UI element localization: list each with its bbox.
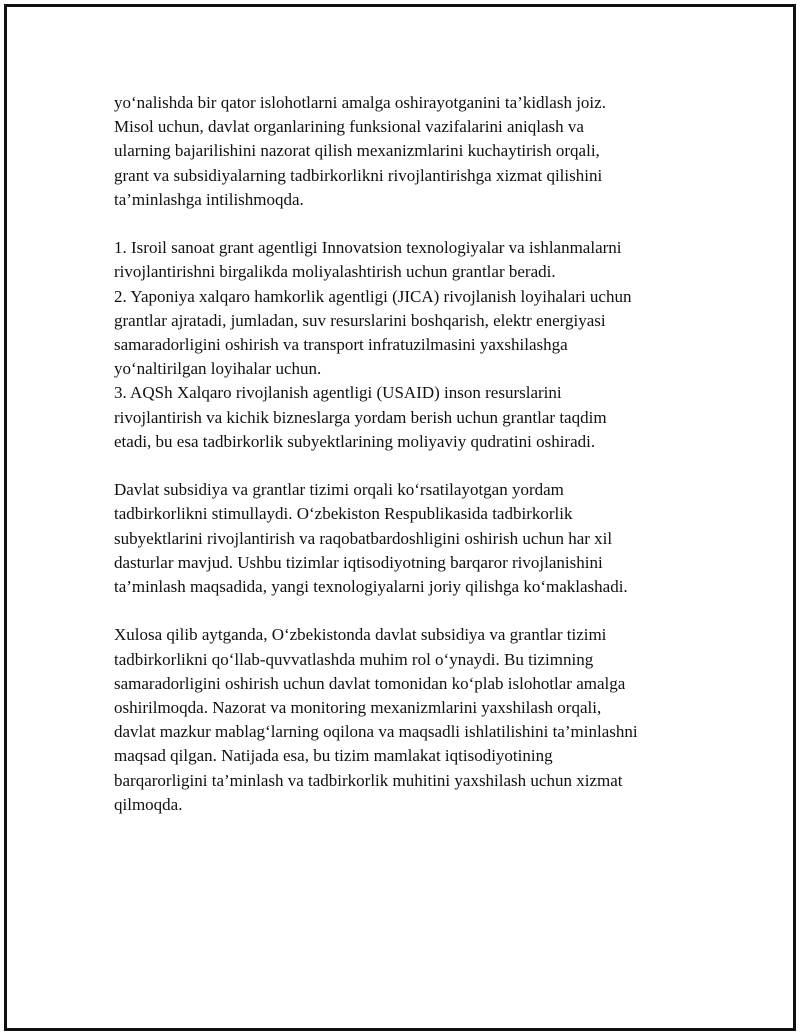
text-line: tadbirkorlikni stimullaydi. O‘zbekiston Respublikasida tadbirkorlik	[114, 504, 573, 524]
list-item-line: 1. Isroil sanoat grant agentligi Innovatsion texnologiyalar va ishlanmalarni	[114, 238, 622, 258]
text-line: Misol uchun, davlat organlarining funksional vazifalarini aniqlash va	[114, 117, 584, 137]
text-line: tadbirkorlikni qo‘llab-quvvatlashda muhim rol o‘ynaydi. Bu tizimning	[114, 649, 594, 669]
text-line: ta’minlashga intilishmoqda.	[114, 189, 304, 209]
list-item-line: rivojlantirish va kichik bizneslarga yordam berish uchun grantlar taqdim	[114, 407, 607, 427]
document-body	[114, 91, 694, 817]
text-line: oshirilmoqda. Nazorat va monitoring mexanizmlarini yaxshilash orqali,	[114, 698, 602, 718]
text-line: samaradorligini oshirish uchun davlat tomonidan ko‘plab islohotlar amalga	[114, 673, 626, 693]
text-line: Xulosa qilib aytganda, O‘zbekistonda davlat subsidiya va grantlar tizimi	[114, 625, 607, 645]
text-line: ta’minlash maqsadida, yangi texnologiyalarni joriy qilishga ko‘maklashadi.	[114, 577, 628, 597]
text-line: davlat mazkur mablag‘larning oqilona va maqsadli ishlatilishini ta’minlashni	[114, 722, 638, 742]
text-line: barqarorligini ta’minlash va tadbirkorlik muhitini yaxshilash uchun xizmat	[114, 770, 623, 790]
conclusion-paragraph	[114, 623, 694, 817]
list-item-line: rivojlantirishni birgalikda moliyalashtirish uchun grantlar beradi.	[114, 262, 556, 282]
list-item-line: grantlar ajratadi, jumladan, suv resurslarini boshqarish, elektr energiyasi	[114, 310, 606, 330]
text-line: qilmoqda.	[114, 794, 183, 814]
text-line: Davlat subsidiya va grantlar tizimi orqali ko‘rsatilayotgan yordam	[114, 480, 564, 500]
text-line: ularning bajarilishini nazorat qilish mexanizmlarini kuchaytirish orqali,	[114, 141, 600, 161]
text-line: dasturlar mavjud. Ushbu tizimlar iqtisodiyotning barqaror rivojlanishini	[114, 552, 603, 572]
list-item-line: 2. Yaponiya xalqaro hamkorlik agentligi (JICA) rivojlanish loyihalari uchun	[114, 286, 632, 306]
text-line: grant va subsidiyalarning tadbirkorlikni rivojlantirishga xizmat qilishini	[114, 165, 603, 185]
list-item-line: etadi, bu esa tadbirkorlik subyektlarining moliyaviy qudratini oshiradi.	[114, 431, 596, 451]
intro-paragraph	[114, 91, 694, 212]
list-item-line: yo‘naltirilgan loyihalar uchun.	[114, 359, 322, 379]
list-item-line: samaradorligini oshirish va transport infratuzilmasini yaxshilashga	[114, 335, 568, 355]
support-paragraph	[114, 478, 694, 599]
list-item-line: 3. AQSh Xalqaro rivojlanish agentligi (USAID) inson resurslarini	[114, 383, 562, 403]
text-line: subyektlarini rivojlantirish va raqobatbardoshligini oshirish uchun har xil	[114, 528, 613, 548]
text-line: maqsad qilgan. Natijada esa, bu tizim mamlakat iqtisodiyotining	[114, 746, 553, 766]
numbered-list-paragraph	[114, 236, 694, 454]
text-line: yo‘nalishda bir qator islohotlarni amalga oshirayotganini ta’kidlash joiz.	[114, 93, 606, 112]
